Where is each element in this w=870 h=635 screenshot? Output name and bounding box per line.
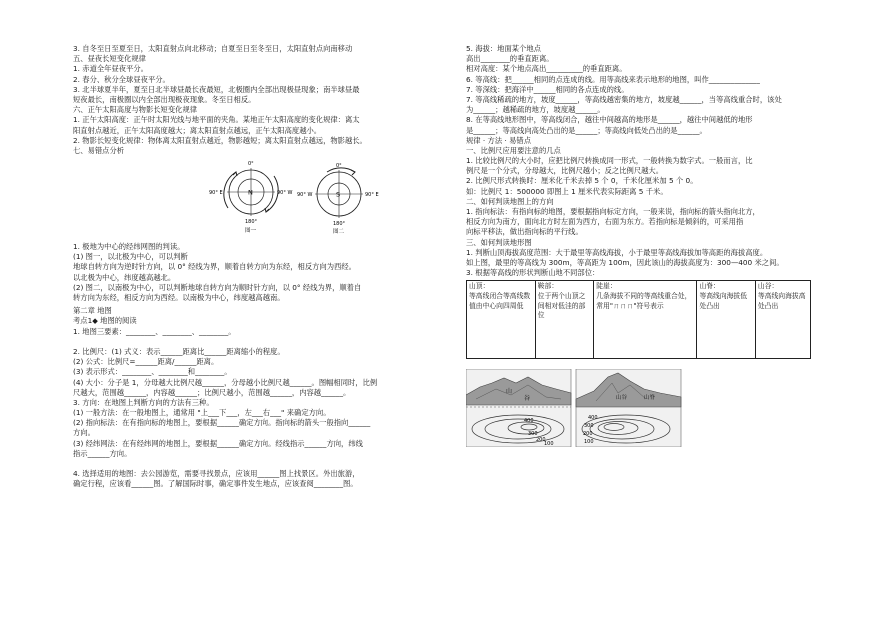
cell-body: 等高线向海拔高处凸出: [757, 291, 806, 310]
text-line: 以北极为中心，纬度越高越北。: [73, 272, 176, 282]
text-line: (3) 经纬网法：在有经纬网的地图上，要根据______确定方向。经线指示______方向，纬线: [73, 438, 363, 448]
fig1-top-label: 0°: [248, 161, 254, 168]
text-line: 1. 地图三要素：________、________、________。: [73, 326, 236, 336]
fig1-caption: 图一: [245, 228, 257, 235]
text-line: 如：比例尺 1：500000 即图上 1 厘米代表实际距离 5 千米。: [466, 186, 668, 196]
polar-diagrams-svg: [73, 156, 418, 242]
fig1-bottom-label: 180°: [245, 219, 258, 226]
contour-value: 200: [583, 431, 593, 438]
text-line: 尺越大，范围越______，内容越______；比例尺越小，范围越______，内容越______。: [73, 387, 351, 397]
text-line: 3. 自冬至日至夏至日，太阳直射点向北移动；自夏至日至冬至日，太阳直射点向南移动: [73, 44, 353, 53]
text-line: (4) 大小：分子是 1，分母越大比例尺越______，分母越小比例尺越______。图幅相同时，比例: [73, 377, 378, 387]
fig1-right-label: 90° W: [277, 190, 293, 197]
section-heading: 三、如何判读地形图: [466, 237, 532, 247]
cell-heading: 山顶：: [469, 282, 490, 291]
cell-heading: 陡崖：: [596, 282, 617, 291]
text-line: (3) 表示形式：________、________和________。: [73, 367, 232, 377]
text-line: 如上图，最里的等高线为 300m，等高距为 100m，因此该山的海拔高度为：300—400 米之间。: [466, 257, 784, 267]
fig1-center-label: N: [248, 188, 253, 197]
left-mid-block: [73, 242, 418, 303]
text-line: 8. 在等高线地形图中，等高线闭合，越往中间越高的地形是______，越往中间越低的地形: [466, 115, 753, 125]
fig2-right-label: 90° E: [365, 192, 379, 199]
section-heading: 规律 · 方法 · 易错点: [466, 135, 531, 145]
chapter-heading: 第二章 地图: [73, 306, 112, 316]
contour-illustrations: [466, 369, 811, 447]
fig1-left-label: 90° E: [209, 190, 223, 197]
section-heading: 五、昼夜长短变化规律: [73, 54, 146, 64]
text-line: 6. 等高线：把______相同的点连成的线。用等高线来表示地形的地图，叫作______________: [466, 74, 760, 84]
text-line: 例尺是一个分式，分母越大，比例尺越小；反之比例尺越大。: [466, 166, 664, 176]
text-line: 阳直射点越近，正午太阳高度越大；离太阳直射点越远，正午太阳高度越小。: [73, 125, 322, 135]
text-line: 1. 极地为中心的经纬网图的判读。: [73, 242, 185, 252]
text-line: (1) 一般方法：在一般地图上，通常用 "上___下___，左___右___" 来确定方向。: [73, 408, 331, 418]
text-line: 转方向为东经，相反方向为西经。以南极为中心，纬度越高越南。: [73, 293, 285, 302]
table-cell-cliff: [594, 281, 697, 359]
text-line: 高出________的垂直距离。: [466, 54, 554, 64]
text-line: 3. 方向：在地图上判断方向的方法有三种。: [73, 397, 214, 407]
text-line: 1. 正午太阳高度：正午时太阳光线与地平面的夹角。某地正午太阳高度的变化规律：离太: [73, 115, 360, 125]
fig2-top-label: 0°: [336, 163, 342, 170]
text-line: 2. 物影长短变化规律：物体离太阳直射点越近，物影越短；离太阳直射点越远，物影越长。: [73, 135, 367, 145]
contour-value: 100: [584, 439, 594, 446]
left-top-block: [73, 44, 418, 156]
contour-illustrations-svg: [466, 369, 811, 447]
contour-value: 200: [536, 437, 546, 444]
text-line: 1. 赤道全年昼夜平分。: [73, 64, 148, 74]
right-label-one: 山谷: [616, 395, 628, 402]
text-line: 2. 比例尺形式转换时：厘米化千米去掉 5 个 0，千米化厘米加 5 个 0。: [466, 176, 698, 186]
text-line: (2) 指向标法：在有指向标的地图上，要根据______确定方向。指向标的箭头一般指向______: [73, 418, 371, 428]
text-line: 2. 春分、秋分全球昼夜平分。: [73, 74, 170, 84]
section-heading: 六、正午太阳高度与物影长短变化规律: [73, 105, 198, 115]
blank-line: [73, 337, 418, 347]
contour-value: 100: [544, 441, 554, 448]
left-valley-label: 谷: [524, 395, 531, 403]
illustration-hill-valley: [466, 369, 571, 447]
illustration-ridge-valley: [576, 369, 681, 447]
text-line: 1. 指向标法：有指向标的地图，要根据指向标定方向，一般来说，指向标的箭头指向北方，: [466, 207, 760, 216]
right-label-two: 山脊: [644, 395, 656, 402]
text-line: 5. 海拔：地面某个地点: [466, 44, 541, 53]
text-line: 指示______方向。: [73, 448, 132, 458]
section-heading: 一、比例尺应用要注意的几点: [466, 145, 561, 155]
left-hill-label: 山: [506, 388, 513, 396]
figure-one-north-pole: [209, 161, 292, 234]
table-cell-ridge: [697, 281, 755, 359]
text-line: 4. 选择适用的地图：去公园游览，需要寻找景点，应该用______图上找景区。外出旅游，: [73, 469, 360, 479]
terrain-parts-table: [466, 280, 811, 359]
text-line: 短夜最长，南极圈以内全部出现极夜现象。冬至日相反。: [73, 94, 256, 104]
text-line: 3. 根据等高线的形状判断山地不同部位：: [466, 268, 600, 278]
cell-heading: 山脊：: [699, 282, 720, 291]
text-line: 1. 判断山顶海拔高度范围：大于最里等高线海拔，小于最里等高线海拔加等高距的海拔高度。: [466, 247, 768, 257]
table-row: [467, 281, 811, 359]
polar-diagrams: [73, 156, 418, 242]
fig2-center-label: S: [336, 190, 341, 199]
cell-body: 等高线向海拔低处凸出: [699, 291, 748, 310]
right-column: [466, 44, 814, 447]
text-line: (1) 图一，以北极为中心，可以判断: [73, 252, 188, 262]
text-line: 1. 比较比例尺的大小时，应把比例尺转换成同一形式，一般转换为数字式。一般而言，比: [466, 156, 753, 166]
text-line: 3. 北半球夏半年，夏至日北半球昼最长夜最短，北极圈内全部出现极昼现象；南半球昼最: [73, 84, 360, 94]
blank-line: [73, 459, 418, 469]
text-line: 相反方向为南方，面向北方时左面为西方，右面为东方。若指向标是倾斜的，可采用指: [466, 217, 744, 227]
text-line: 是______；等高线向高处凸出的是______；等高线向低处凸出的是______。: [466, 125, 707, 135]
right-top-block: [466, 44, 814, 278]
left-bottom-block: [73, 306, 418, 489]
contour-value: 400: [588, 415, 598, 422]
left-column: [73, 44, 418, 490]
text-line: 为______；越稀疏的地方，坡度越______。: [466, 105, 605, 115]
text-line: 方向。: [73, 428, 95, 438]
table-cell-valley: [755, 281, 810, 359]
text-line: 相对高度：某个地点高出__________的垂直距离。: [466, 64, 627, 74]
topic-heading: 考点1◆ 地图的阅读: [73, 316, 137, 326]
cell-body: 等高线闭合等高线数值由中心向四周低: [469, 291, 531, 310]
section-heading: 二、如何判读地图上的方向: [466, 196, 554, 206]
text-line: 确定行程，应该看______图。了解国际时事，确定事件发生地点，应该查阅________图。: [73, 479, 358, 489]
fig2-left-label: 90° W: [297, 192, 313, 199]
cell-body: 几条海拔不同的等高线重合处，常用"ㄇㄇㄇ"符号表示: [596, 291, 692, 310]
text-line: (2) 公式：比例尺=______距离/______距离。: [73, 357, 219, 367]
contour-value: 300: [584, 423, 594, 430]
text-line: 7. 等高线稀疏的地方，坡度______，等高线越密集的地方，坡度越______，当等高线重合时，该处: [466, 94, 782, 104]
table-cell-summit: [467, 281, 536, 359]
fig2-caption: 图二: [333, 229, 345, 236]
cell-body: 位于两个山顶之间相对低洼的部位: [537, 291, 586, 320]
cell-heading: 山谷：: [757, 282, 779, 291]
fig2-bottom-label: 180°: [333, 221, 346, 228]
text-line: 2. 比例尺：(1) 式义：表示______距离比______距离缩小的程度。: [73, 346, 285, 356]
contour-value: 400: [524, 418, 534, 425]
cell-heading: 鞍部：: [537, 282, 559, 291]
text-line: (2) 图二，以南极为中心，可以判断地球自转方向为顺时针方向，以 0° 经线为界，顺着自: [73, 282, 362, 292]
figure-two-south-pole: [297, 163, 379, 235]
text-line: 向标平移法，做出指向标的平行线。: [466, 227, 583, 237]
section-heading: 七、易错点分析: [73, 145, 125, 155]
contour-value: 300: [528, 431, 538, 438]
text-line: 7. 等深线：把海洋中______相同的各点连成的线。: [466, 84, 629, 94]
table-cell-saddle: [535, 281, 593, 359]
text-line: 地球自转方向为逆时针方向，以 0° 经线为界，顺着自转方向为东经，相反方向为西经。: [73, 262, 356, 272]
